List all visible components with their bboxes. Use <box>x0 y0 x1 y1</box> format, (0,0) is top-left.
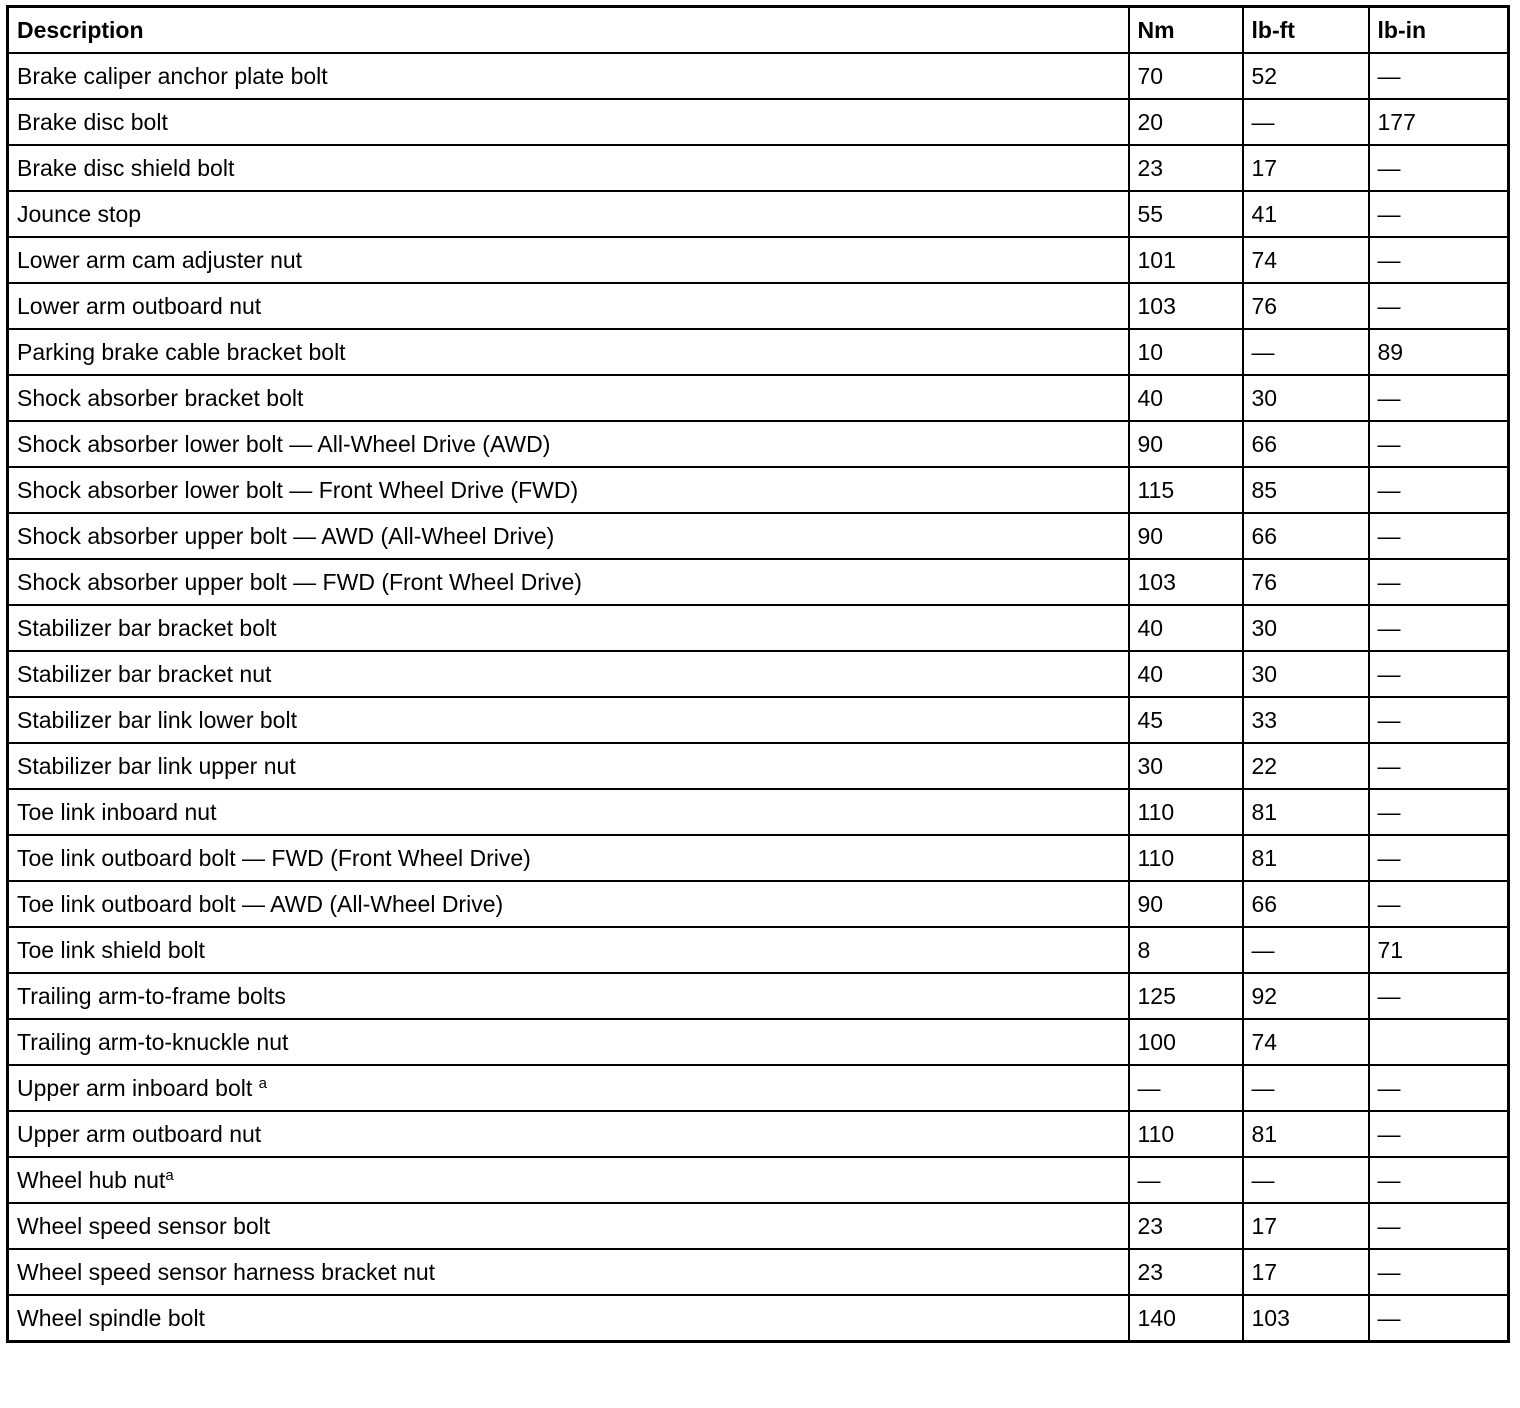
footnote-marker: a <box>258 1074 267 1092</box>
cell-description <box>8 99 1129 145</box>
cell-lbin: — <box>1369 651 1509 697</box>
cell-lbin: — <box>1369 145 1509 191</box>
header-nm: Nm <box>1129 7 1243 54</box>
table-row <box>8 99 1509 145</box>
cell-nm: 90 <box>1129 513 1243 559</box>
table-row <box>8 1065 1509 1111</box>
description-text: Upper arm inboard bolt <box>17 1074 259 1101</box>
cell-nm: 40 <box>1129 651 1243 697</box>
cell-description <box>8 237 1129 283</box>
cell-nm: 23 <box>1129 1249 1243 1295</box>
cell-lbin: — <box>1369 1249 1509 1295</box>
table-row <box>8 145 1509 191</box>
description-text: Stabilizer bar bracket nut <box>17 660 272 687</box>
table-body <box>8 53 1509 1342</box>
cell-description <box>8 835 1129 881</box>
cell-lbft: 33 <box>1243 697 1369 743</box>
description-text: Shock absorber upper bolt — AWD (All-Wheel Drive) <box>17 522 555 549</box>
cell-description <box>8 1203 1129 1249</box>
cell-nm: 45 <box>1129 697 1243 743</box>
cell-nm: 110 <box>1129 789 1243 835</box>
cell-description <box>8 53 1129 99</box>
cell-lbft: 30 <box>1243 375 1369 421</box>
table-row <box>8 329 1509 375</box>
description-text: Toe link outboard bolt — AWD (All-Wheel Drive) <box>17 890 504 917</box>
cell-lbft: — <box>1243 1065 1369 1111</box>
cell-lbin: — <box>1369 375 1509 421</box>
cell-lbin: — <box>1369 789 1509 835</box>
cell-description <box>8 421 1129 467</box>
cell-description <box>8 1065 1129 1111</box>
table-row <box>8 513 1509 559</box>
cell-lbft: 103 <box>1243 1295 1369 1342</box>
cell-nm: 20 <box>1129 99 1243 145</box>
cell-lbin: 177 <box>1369 99 1509 145</box>
cell-nm: 101 <box>1129 237 1243 283</box>
cell-lbft: 66 <box>1243 421 1369 467</box>
cell-nm: 115 <box>1129 467 1243 513</box>
cell-lbin <box>1369 1019 1509 1065</box>
table-row <box>8 467 1509 513</box>
cell-description <box>8 375 1129 421</box>
cell-description <box>8 697 1129 743</box>
description-text: Shock absorber upper bolt — FWD (Front Wheel Drive) <box>17 568 582 595</box>
cell-description <box>8 789 1129 835</box>
cell-lbft: — <box>1243 1157 1369 1203</box>
cell-description <box>8 559 1129 605</box>
cell-lbin: — <box>1369 697 1509 743</box>
cell-nm: — <box>1129 1157 1243 1203</box>
description-text: Trailing arm-to-knuckle nut <box>17 1028 289 1055</box>
cell-lbin: — <box>1369 835 1509 881</box>
cell-lbft: 30 <box>1243 651 1369 697</box>
cell-nm: 55 <box>1129 191 1243 237</box>
cell-nm: 8 <box>1129 927 1243 973</box>
cell-description <box>8 329 1129 375</box>
cell-lbin: 71 <box>1369 927 1509 973</box>
description-text: Lower arm cam adjuster nut <box>17 246 303 273</box>
cell-description <box>8 467 1129 513</box>
cell-description <box>8 191 1129 237</box>
cell-lbft: 17 <box>1243 1203 1369 1249</box>
cell-nm: 90 <box>1129 881 1243 927</box>
description-text: Brake caliper anchor plate bolt <box>17 62 328 89</box>
cell-nm: 23 <box>1129 145 1243 191</box>
table-row <box>8 651 1509 697</box>
cell-lbft: 52 <box>1243 53 1369 99</box>
cell-lbin: 89 <box>1369 329 1509 375</box>
table-row <box>8 53 1509 99</box>
cell-lbin: — <box>1369 513 1509 559</box>
cell-lbft: 74 <box>1243 1019 1369 1065</box>
cell-description <box>8 513 1129 559</box>
cell-lbin: — <box>1369 237 1509 283</box>
cell-description <box>8 1157 1129 1203</box>
description-text: Trailing arm-to-frame bolts <box>17 982 286 1009</box>
cell-description <box>8 145 1129 191</box>
description-text: Upper arm outboard nut <box>17 1120 262 1147</box>
cell-lbft: 92 <box>1243 973 1369 1019</box>
cell-lbin: — <box>1369 605 1509 651</box>
cell-lbin: — <box>1369 467 1509 513</box>
cell-lbft: 76 <box>1243 283 1369 329</box>
cell-nm: — <box>1129 1065 1243 1111</box>
cell-lbft: 76 <box>1243 559 1369 605</box>
table-row <box>8 789 1509 835</box>
cell-lbft: 66 <box>1243 881 1369 927</box>
cell-lbft: 66 <box>1243 513 1369 559</box>
cell-lbft: — <box>1243 927 1369 973</box>
table-row <box>8 1157 1509 1203</box>
cell-description <box>8 1111 1129 1157</box>
description-text: Wheel speed sensor bolt <box>17 1212 271 1239</box>
table-row <box>8 927 1509 973</box>
cell-lbin: — <box>1369 283 1509 329</box>
description-text: Stabilizer bar link upper nut <box>17 752 296 779</box>
torque-spec-table <box>6 5 1510 1343</box>
footnote-marker: a <box>165 1166 174 1184</box>
cell-lbin: — <box>1369 1203 1509 1249</box>
description-text: Toe link inboard nut <box>17 798 217 825</box>
cell-description <box>8 283 1129 329</box>
cell-lbft: 81 <box>1243 1111 1369 1157</box>
description-text: Shock absorber lower bolt — All-Wheel Drive (AWD) <box>17 430 551 457</box>
cell-lbin: — <box>1369 1065 1509 1111</box>
cell-nm: 140 <box>1129 1295 1243 1342</box>
description-text: Lower arm outboard nut <box>17 292 262 319</box>
description-text: Brake disc shield bolt <box>17 154 235 181</box>
cell-nm: 103 <box>1129 559 1243 605</box>
cell-lbin: — <box>1369 1295 1509 1342</box>
cell-nm: 10 <box>1129 329 1243 375</box>
description-text: Shock absorber bracket bolt <box>17 384 304 411</box>
cell-lbft: 85 <box>1243 467 1369 513</box>
table-row <box>8 1295 1509 1342</box>
cell-description <box>8 605 1129 651</box>
table-row <box>8 605 1509 651</box>
cell-lbft: 30 <box>1243 605 1369 651</box>
table-row <box>8 835 1509 881</box>
cell-nm: 110 <box>1129 835 1243 881</box>
cell-lbft: — <box>1243 329 1369 375</box>
cell-lbin: — <box>1369 421 1509 467</box>
description-text: Parking brake cable bracket bolt <box>17 338 346 365</box>
table-row <box>8 375 1509 421</box>
description-text: Stabilizer bar bracket bolt <box>17 614 277 641</box>
table-row <box>8 973 1509 1019</box>
cell-lbft: 74 <box>1243 237 1369 283</box>
description-text: Wheel hub nut <box>17 1166 166 1193</box>
table-row <box>8 421 1509 467</box>
cell-nm: 40 <box>1129 605 1243 651</box>
description-text: Shock absorber lower bolt — Front Wheel Drive (FWD) <box>17 476 579 503</box>
header-lbin: lb-in <box>1369 7 1509 54</box>
cell-nm: 110 <box>1129 1111 1243 1157</box>
cell-lbft: 22 <box>1243 743 1369 789</box>
cell-lbft: 41 <box>1243 191 1369 237</box>
cell-nm: 23 <box>1129 1203 1243 1249</box>
table-row <box>8 1203 1509 1249</box>
table-row <box>8 559 1509 605</box>
cell-lbin: — <box>1369 973 1509 1019</box>
table-row <box>8 697 1509 743</box>
cell-lbin: — <box>1369 881 1509 927</box>
cell-lbin: — <box>1369 191 1509 237</box>
table-row <box>8 191 1509 237</box>
cell-lbin: — <box>1369 743 1509 789</box>
cell-lbft: 81 <box>1243 835 1369 881</box>
table-row <box>8 237 1509 283</box>
cell-lbin: — <box>1369 1157 1509 1203</box>
cell-description <box>8 1249 1129 1295</box>
description-text: Toe link outboard bolt — FWD (Front Wheel Drive) <box>17 844 531 871</box>
cell-description <box>8 651 1129 697</box>
header-description: Description <box>8 7 1129 54</box>
description-text: Jounce stop <box>17 200 142 227</box>
description-text: Wheel spindle bolt <box>17 1304 205 1331</box>
description-text: Wheel speed sensor harness bracket nut <box>17 1258 436 1285</box>
cell-nm: 30 <box>1129 743 1243 789</box>
header-lbft: lb-ft <box>1243 7 1369 54</box>
cell-lbft: 81 <box>1243 789 1369 835</box>
cell-nm: 70 <box>1129 53 1243 99</box>
table-row <box>8 881 1509 927</box>
table-header-row <box>8 7 1509 54</box>
description-text: Brake disc bolt <box>17 108 168 135</box>
table-row <box>8 1249 1509 1295</box>
cell-lbft: 17 <box>1243 1249 1369 1295</box>
table-row <box>8 1111 1509 1157</box>
cell-description <box>8 927 1129 973</box>
table-row <box>8 283 1509 329</box>
description-text: Toe link shield bolt <box>17 936 205 963</box>
cell-lbft: — <box>1243 99 1369 145</box>
cell-lbin: — <box>1369 559 1509 605</box>
cell-nm: 103 <box>1129 283 1243 329</box>
table-row <box>8 743 1509 789</box>
cell-nm: 125 <box>1129 973 1243 1019</box>
cell-description <box>8 743 1129 789</box>
cell-lbin: — <box>1369 1111 1509 1157</box>
cell-nm: 90 <box>1129 421 1243 467</box>
cell-description <box>8 973 1129 1019</box>
cell-nm: 40 <box>1129 375 1243 421</box>
description-text: Stabilizer bar link lower bolt <box>17 706 297 733</box>
cell-description <box>8 1295 1129 1342</box>
cell-nm: 100 <box>1129 1019 1243 1065</box>
cell-description <box>8 1019 1129 1065</box>
cell-lbft: 17 <box>1243 145 1369 191</box>
table-row <box>8 1019 1509 1065</box>
cell-lbin: — <box>1369 53 1509 99</box>
cell-description <box>8 881 1129 927</box>
